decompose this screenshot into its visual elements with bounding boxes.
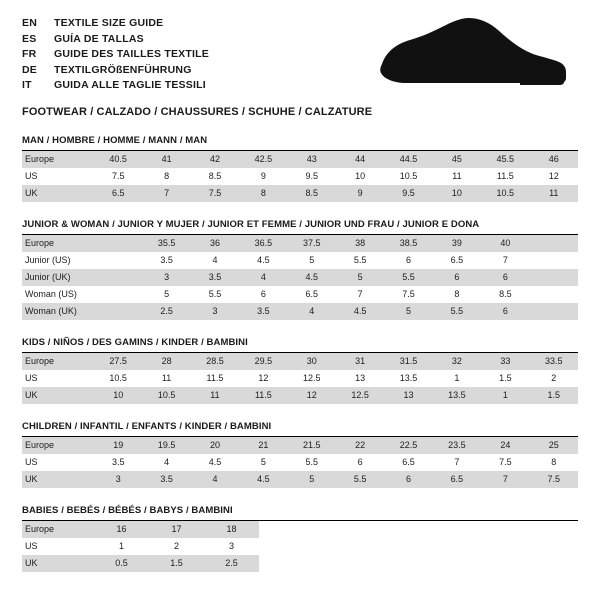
cell: 10 [94,387,142,404]
cell: 17 [149,521,204,538]
cell: 42.5 [239,151,287,168]
cell: 6 [481,269,529,286]
language-row [22,78,209,94]
row-label: US [22,370,94,387]
cell: 28.5 [191,353,239,370]
cell: 44 [336,151,384,168]
cell: 3 [191,303,239,320]
cell [94,286,142,303]
cell: 10 [433,185,481,202]
table-row [22,269,578,286]
cell: 11 [433,168,481,185]
cell: 2.5 [142,303,190,320]
row-label: Europe [22,235,94,252]
cell: 11.5 [191,370,239,387]
group-babies [22,505,578,572]
cell: 32 [433,353,481,370]
cell: 7.5 [94,168,142,185]
cell: 7 [433,454,481,471]
cell: 16 [94,521,149,538]
cell: 3 [142,269,190,286]
cell: 8.5 [191,168,239,185]
language-code: DE [22,63,38,76]
cell: 7.5 [481,454,529,471]
table-row [22,185,578,202]
row-label: US [22,538,94,555]
cell: 3 [94,471,142,488]
group-kids [22,337,578,404]
cell: 5.5 [384,269,432,286]
cell: 21.5 [288,437,336,454]
language-code: FR [22,48,37,60]
cell [530,252,578,269]
table-row [22,353,578,370]
cell: 33.5 [530,353,578,370]
cell: 46 [530,151,578,168]
cell: 8 [530,454,578,471]
cell: 33 [481,353,529,370]
cell: 38.5 [384,235,432,252]
table-row [22,437,578,454]
cell: 12.5 [336,387,384,404]
cell: 6 [384,471,432,488]
cell: 35.5 [142,235,190,252]
cell: 41 [142,151,190,168]
cell: 29.5 [239,353,287,370]
cell: 6 [336,454,384,471]
size-table-kids [22,353,578,404]
cell: 3.5 [191,269,239,286]
cell: 8.5 [288,185,336,202]
table-row [22,555,259,572]
cell: 2 [530,370,578,387]
cell: 31.5 [384,353,432,370]
cell: 4 [191,252,239,269]
cell: 8 [433,286,481,303]
language-code: ES [22,32,37,45]
row-label: Europe [22,437,94,454]
cell: 4.5 [191,454,239,471]
cell [94,252,142,269]
cell: 19.5 [142,437,190,454]
cell: 13 [384,387,432,404]
dress-shoe-icon [370,16,570,94]
cell: 45.5 [481,151,529,168]
group-man [22,135,578,202]
table-row [22,235,578,252]
section-title: FOOTWEAR / CALZADO / CHAUSSURES / SCHUHE / CALZATURE [22,106,373,118]
cell: 3.5 [142,252,190,269]
row-label: UK [22,185,94,202]
size-table-junior-woman [22,235,578,320]
table-row [22,521,259,538]
table-row [22,387,578,404]
table-row [22,286,578,303]
cell: 22 [336,437,384,454]
cell: 21 [239,437,287,454]
cell: 1.5 [481,370,529,387]
header [22,16,578,94]
cell: 9 [336,185,384,202]
cell: 30 [288,353,336,370]
row-label: UK [22,387,94,404]
cell: 36 [191,235,239,252]
row-label: Europe [22,353,94,370]
group-children [22,421,578,488]
language-title: GUIDE DES TAILLES TEXTILE [54,48,209,60]
table-row [22,151,578,168]
cell: 4.5 [336,303,384,320]
row-label: Europe [22,151,94,168]
cell: 1 [94,538,149,555]
cell: 27.5 [94,353,142,370]
cell: 8 [239,185,287,202]
cell: 7.5 [191,185,239,202]
cell [530,303,578,320]
cell: 12.5 [288,370,336,387]
cell: 39 [433,235,481,252]
cell: 12 [239,370,287,387]
cell: 6.5 [94,185,142,202]
cell: 5.5 [433,303,481,320]
cell: 6.5 [433,471,481,488]
size-table-babies [22,521,259,572]
cell: 43 [288,151,336,168]
cell: 4 [191,471,239,488]
cell: 36.5 [239,235,287,252]
cell: 6 [239,286,287,303]
cell: 10.5 [142,387,190,404]
language-row [22,32,209,48]
cell: 3 [204,538,259,555]
cell: 9 [239,168,287,185]
table-row [22,303,578,320]
cell: 13.5 [384,370,432,387]
cell [94,269,142,286]
group-title: JUNIOR & WOMAN / JUNIOR Y MUJER / JUNIOR ET FEMME / JUNIOR UND FRAU / JUNIOR E DONA [22,219,480,230]
cell: 2 [149,538,204,555]
cell: 1.5 [149,555,204,572]
cell: 5.5 [336,471,384,488]
cell: 6.5 [384,454,432,471]
row-label: Woman (UK) [22,303,94,320]
table-row [22,538,259,555]
cell: 3.5 [142,471,190,488]
cell: 5 [142,286,190,303]
cell: 31 [336,353,384,370]
cell: 10 [336,168,384,185]
cell: 12 [288,387,336,404]
cell: 5.5 [191,286,239,303]
language-title: TEXTILGRÖßENFÜHRUNG [54,63,192,76]
cell: 20 [191,437,239,454]
group-junior-woman [22,219,578,320]
row-label: UK [22,555,94,572]
cell: 6.5 [288,286,336,303]
table-row [22,252,578,269]
table-row [22,471,578,488]
row-label: Junior (US) [22,252,94,269]
language-code: IT [22,79,32,91]
cell: 1 [481,387,529,404]
size-table-children [22,437,578,488]
cell: 25 [530,437,578,454]
cell: 6 [481,303,529,320]
cell [94,235,142,252]
language-title: TEXTILE SIZE GUIDE [54,17,164,29]
cell: 3.5 [239,303,287,320]
cell: 5 [288,471,336,488]
cell: 18 [204,521,259,538]
cell: 7 [336,286,384,303]
cell: 5.5 [336,252,384,269]
cell: 7 [481,252,529,269]
cell: 19 [94,437,142,454]
cell: 10.5 [481,185,529,202]
cell: 11 [191,387,239,404]
cell: 11.5 [481,168,529,185]
cell: 42 [191,151,239,168]
language-title: GUIDA ALLE TAGLIE TESSILI [54,79,206,91]
cell: 4 [288,303,336,320]
cell: 40.5 [94,151,142,168]
cell: 13.5 [433,387,481,404]
cell: 45 [433,151,481,168]
cell: 7.5 [530,471,578,488]
row-label: Woman (US) [22,286,94,303]
cell: 4.5 [239,471,287,488]
language-row [22,63,209,79]
cell: 11 [530,185,578,202]
cell: 11.5 [239,387,287,404]
group-title: MAN / HOMBRE / HOMME / MANN / MAN [22,135,208,146]
size-table-man [22,151,578,202]
cell: 1.5 [530,387,578,404]
group-title: KIDS / NIÑOS / DES GAMINS / KINDER / BAMBINI [22,337,248,348]
cell: 7.5 [384,286,432,303]
table-row [22,168,578,185]
cell: 22.5 [384,437,432,454]
group-title: CHILDREN / INFANTIL / ENFANTS / KINDER / BAMBINI [22,421,272,432]
cell: 13 [336,370,384,387]
cell: 23.5 [433,437,481,454]
cell: 28 [142,353,190,370]
cell: 44.5 [384,151,432,168]
row-label: Junior (UK) [22,269,94,286]
cell: 5.5 [288,454,336,471]
cell: 5 [239,454,287,471]
row-label: Europe [22,521,94,538]
table-row [22,370,578,387]
language-title-list [22,16,209,94]
cell: 5 [288,252,336,269]
cell: 9.5 [288,168,336,185]
row-label: UK [22,471,94,488]
cell: 8.5 [481,286,529,303]
cell: 38 [336,235,384,252]
cell: 3.5 [94,454,142,471]
language-code: EN [22,17,38,29]
cell: 4.5 [288,269,336,286]
cell: 6 [433,269,481,286]
cell: 12 [530,168,578,185]
cell: 7 [481,471,529,488]
cell: 24 [481,437,529,454]
cell [530,235,578,252]
cell: 7 [142,185,190,202]
cell: 4.5 [239,252,287,269]
table-row [22,454,578,471]
group-title: BABIES / BEBÉS / BÉBÉS / BABYS / BAMBINI [22,505,233,516]
cell [530,286,578,303]
cell: 5 [384,303,432,320]
cell: 9.5 [384,185,432,202]
cell: 6 [384,252,432,269]
cell: 4 [239,269,287,286]
cell: 10.5 [94,370,142,387]
language-title: GUÍA DE TALLAS [54,32,144,45]
language-row [22,47,209,63]
cell: 5 [336,269,384,286]
cell: 1 [433,370,481,387]
cell [530,269,578,286]
cell: 0.5 [94,555,149,572]
cell: 4 [142,454,190,471]
row-label: US [22,454,94,471]
cell: 11 [142,370,190,387]
cell: 40 [481,235,529,252]
cell [94,303,142,320]
cell: 37.5 [288,235,336,252]
row-label: US [22,168,94,185]
cell: 2.5 [204,555,259,572]
language-row [22,16,209,32]
cell: 6.5 [433,252,481,269]
cell: 10.5 [384,168,432,185]
cell: 8 [142,168,190,185]
